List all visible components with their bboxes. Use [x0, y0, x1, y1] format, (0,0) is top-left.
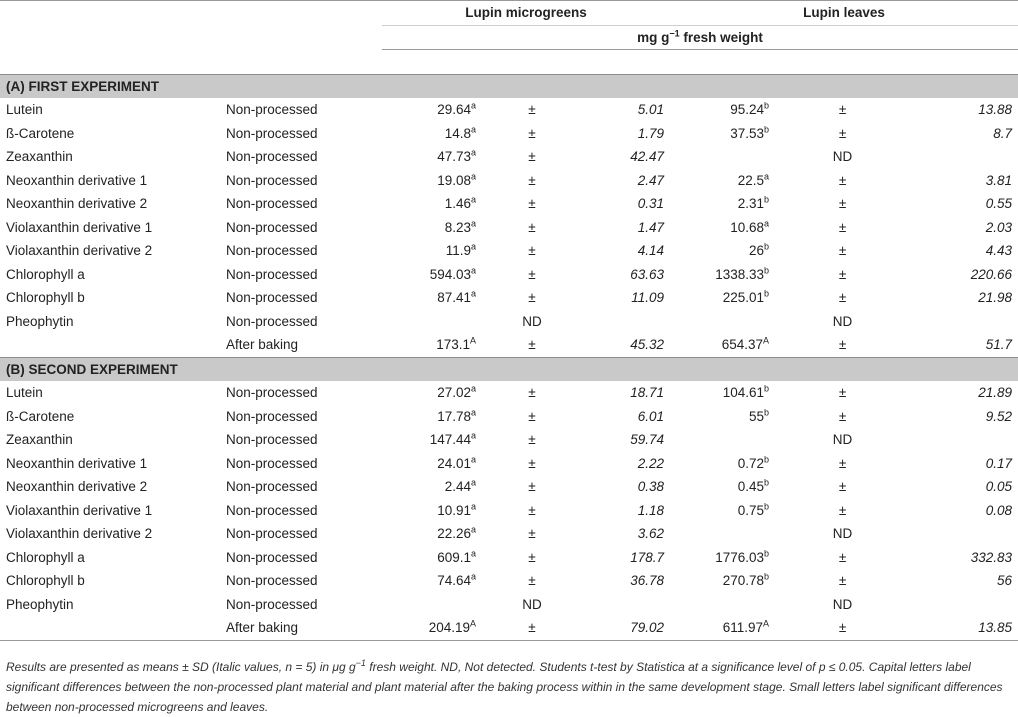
treatment: Non-processed: [226, 432, 318, 448]
microgreens-mean: 147.44$^a$: [429, 430, 476, 448]
leaves-mean: 55$^b$: [748, 407, 770, 424]
significance-letter: a: [470, 265, 476, 276]
significance-letter: b: [764, 241, 770, 252]
table-row: [0, 122, 1018, 146]
compound-name: Neoxanthin derivative 2: [6, 479, 148, 495]
leaves-sd: 4.43: [985, 243, 1013, 259]
plus-minus: ±: [528, 573, 536, 589]
treatment: Non-processed: [226, 408, 318, 424]
treatment: Non-processed: [226, 313, 318, 329]
table-row: [0, 499, 1018, 523]
microgreens-sd: 18.71: [630, 385, 665, 401]
compound-name: Chlorophyll a: [6, 266, 85, 282]
plus-minus: ±: [838, 455, 847, 471]
plus-minus: ±: [528, 502, 536, 518]
plus-minus: ±: [482, 616, 582, 640]
treatment: Non-processed: [226, 102, 318, 118]
plus-minus: ±: [528, 149, 536, 165]
header-lupin-leaves: Lupin leaves: [670, 1, 1018, 26]
microgreens-sd: 2.47: [637, 172, 665, 188]
section-header-row: [0, 74, 1018, 98]
treatment: After baking: [220, 616, 382, 640]
significance-letter: a: [470, 241, 476, 252]
plus-minus: ±: [838, 196, 847, 212]
compound-name: ß-Carotene: [6, 125, 75, 141]
plus-minus: ±: [528, 290, 536, 306]
leaves-not-detected: ND: [832, 313, 853, 329]
treatment: After baking: [226, 337, 299, 353]
significance-letter: A: [469, 618, 476, 629]
leaves-mean: 104.61$^b$: [722, 383, 770, 401]
column-group-header-row: [0, 1, 1018, 26]
leaves-sd: 0.08: [985, 502, 1013, 518]
microgreens-not-detected: ND: [522, 596, 542, 612]
leaves-mean: 1338.33$^b$: [715, 265, 770, 282]
leaves-not-detected: ND: [832, 596, 853, 612]
compound-name: Chlorophyll b: [6, 290, 85, 306]
significance-letter: a: [470, 288, 476, 299]
plus-minus: ±: [528, 385, 536, 401]
significance-letter: b: [764, 454, 770, 465]
compound-name: Pheophytin: [6, 596, 74, 612]
treatment: Non-processed: [226, 243, 318, 259]
microgreens-sd: 59.74: [630, 432, 665, 448]
compound-name: Chlorophyll a: [6, 549, 85, 565]
significance-letter: a: [764, 171, 770, 182]
significance-letter: A: [469, 335, 476, 346]
plus-minus: ±: [838, 290, 847, 306]
plus-minus: ±: [528, 125, 536, 141]
compound-name: Violaxanthin derivative 1: [6, 502, 153, 518]
leaves-sd: 21.98: [978, 290, 1013, 306]
treatment: Non-processed: [226, 573, 318, 589]
header-lupin-microgreens: Lupin microgreens: [382, 1, 670, 26]
leaves-sd: 8.7: [993, 125, 1013, 141]
microgreens-mean: 2.44$^a$: [444, 477, 476, 495]
section-title: (A) FIRST EXPERIMENT: [0, 74, 1018, 98]
plus-minus: ±: [528, 479, 536, 495]
leaves-sd: 13.88: [978, 102, 1013, 118]
compound-name: Lutein: [6, 102, 43, 118]
significance-letter: a: [470, 383, 476, 394]
treatment: Non-processed: [226, 549, 318, 565]
leaves-mean: 1776.03$^b$: [715, 548, 770, 565]
significance-letter: b: [764, 265, 770, 276]
compound-name: Violaxanthin derivative 1: [6, 219, 153, 235]
significance-letter: b: [764, 571, 770, 582]
microgreens-sd: 1.47: [637, 219, 665, 235]
microgreens-mean: 10.91$^a$: [437, 501, 476, 518]
plus-minus: ±: [528, 102, 536, 118]
microgreens-mean: 609.1$^a$: [437, 548, 476, 565]
section-header-row: [0, 357, 1018, 381]
leaves-sd: 332.83: [970, 549, 1013, 565]
plus-minus: ±: [838, 243, 847, 259]
table-row: [0, 405, 1018, 429]
leaves-mean: 95.24$^b$: [730, 100, 770, 118]
leaves-mean: 0.75$^b$: [737, 501, 770, 518]
leaves-not-detected: ND: [832, 432, 853, 448]
compound-name: Chlorophyll b: [6, 573, 85, 589]
treatment: Non-processed: [226, 149, 318, 165]
treatment: Non-processed: [226, 196, 318, 212]
leaves-not-detected: ND: [832, 526, 853, 542]
microgreens-mean: 14.8$^a$: [444, 124, 476, 141]
microgreens-mean: 24.01$^a$: [437, 454, 476, 471]
leaves-mean: $654.37^A$: [721, 335, 770, 353]
plus-minus: ±: [838, 266, 847, 282]
treatment: Non-processed: [226, 172, 318, 188]
compound-name: [0, 616, 220, 640]
leaves-sd: 51.7: [985, 337, 1013, 353]
significance-letter: a: [470, 454, 476, 465]
microgreens-sd: 42.47: [630, 149, 665, 165]
microgreens-mean: 1.46$^a$: [444, 194, 476, 212]
leaves-mean: $611.97^A$: [670, 616, 775, 640]
plus-minus: ±: [838, 102, 847, 118]
plus-minus: ±: [838, 125, 847, 141]
leaves-sd: 0.05: [985, 479, 1013, 495]
microgreens-mean: 27.02$^a$: [437, 383, 476, 401]
microgreens-mean: $204.19^A$: [382, 616, 482, 640]
significance-letter: A: [763, 335, 770, 346]
plus-minus: ±: [775, 616, 910, 640]
microgreens-sd: 1.18: [637, 502, 665, 518]
table-row: [0, 145, 1018, 169]
microgreens-sd: 36.78: [630, 573, 665, 589]
compound-name: Neoxanthin derivative 1: [6, 455, 148, 471]
microgreens-mean: 11.9$^a$: [445, 241, 476, 259]
significance-letter: a: [470, 430, 476, 441]
table-row: [0, 169, 1018, 193]
significance-letter: b: [764, 407, 770, 418]
table-row: [0, 263, 1018, 287]
plus-minus: ±: [838, 219, 847, 235]
compound-name: Zeaxanthin: [6, 149, 73, 165]
significance-letter: a: [470, 124, 476, 135]
treatment: Non-processed: [226, 290, 318, 306]
leaves-sd: 0.17: [985, 455, 1013, 471]
microgreens-sd: 45.32: [630, 337, 665, 353]
significance-letter: a: [470, 524, 476, 535]
table-footnote: Results are presented as means ± SD (Italic values, n = 5) in μg $g^{-1}$ fresh weight. ND, Not detected. Students t-test by Statistica at a significance level of p ≤ 0.05. Capital letters label significant differences between the non-processed plant material and plant material after the baking process within in the same development stage. Small letters label significant differences between non-processed microgreens and leaves.: [6, 658, 1003, 714]
leaves-mean: 0.72$^b$: [737, 454, 770, 471]
leaves-sd: 13.85: [910, 616, 1018, 640]
leaves-mean: 26$^b$: [748, 241, 770, 259]
microgreens-sd: 6.01: [637, 408, 665, 424]
table-row: [0, 522, 1018, 546]
plus-minus: ±: [838, 337, 847, 353]
microgreens-mean: 19.08$^a$: [437, 171, 476, 188]
plus-minus: ±: [528, 432, 536, 448]
microgreens-mean: 594.03$^a$: [429, 265, 476, 282]
table-row: [0, 381, 1018, 405]
compound-name: Neoxanthin derivative 2: [6, 196, 148, 212]
leaves-mean: 37.53$^b$: [730, 124, 770, 141]
table-row: [0, 286, 1018, 310]
leaves-mean: 270.78$^b$: [722, 571, 770, 589]
leaves-sd: 3.81: [985, 172, 1013, 188]
compound-name: Neoxanthin derivative 1: [6, 172, 148, 188]
significance-letter: b: [764, 288, 770, 299]
treatment: Non-processed: [226, 502, 318, 518]
microgreens-sd: 3.62: [637, 526, 665, 542]
microgreens-sd: 2.22: [637, 455, 665, 471]
table-row: [0, 216, 1018, 240]
significance-letter: a: [764, 218, 770, 229]
microgreens-mean: 47.73$^a$: [437, 147, 476, 165]
significance-letter: a: [470, 477, 476, 488]
significance-letter: a: [470, 407, 476, 418]
leaves-mean: 22.5$^a$: [737, 171, 770, 188]
leaves-sd: 2.03: [985, 219, 1013, 235]
treatment: Non-processed: [226, 219, 318, 235]
plus-minus: ±: [528, 526, 536, 542]
leaves-mean: 10.68$^a$: [730, 218, 770, 235]
significance-letter: b: [764, 194, 770, 205]
plus-minus: ±: [528, 243, 536, 259]
leaves-not-detected: ND: [832, 149, 853, 165]
microgreens-sd: 0.38: [637, 479, 665, 495]
leaves-sd: 0.55: [985, 196, 1013, 212]
table-row: [0, 428, 1018, 452]
compound-name: Violaxanthin derivative 2: [6, 243, 153, 259]
microgreens-sd: 1.79: [637, 125, 665, 141]
compound-name: Violaxanthin derivative 2: [6, 526, 153, 542]
plus-minus: ±: [838, 479, 847, 495]
significance-letter: a: [470, 171, 476, 182]
microgreens-mean: 29.64$^a$: [437, 100, 476, 118]
table-row: [0, 475, 1018, 499]
plus-minus: ±: [838, 502, 847, 518]
leaves-mean: 225.01$^b$: [722, 288, 770, 306]
significance-letter: b: [764, 548, 770, 559]
table-row: [0, 452, 1018, 476]
compound-name: Lutein: [6, 385, 43, 401]
microgreens-sd: 11.09: [631, 290, 665, 306]
plus-minus: ±: [528, 196, 536, 212]
unit-label: mg $g^{-1}$ fresh weight: [382, 25, 1018, 50]
microgreens-sd: 79.02: [582, 616, 670, 640]
table-row: [0, 98, 1018, 122]
microgreens-mean: 74.64$^a$: [437, 571, 476, 589]
microgreens-mean: 17.78$^a$: [437, 407, 476, 424]
significance-letter: a: [470, 548, 476, 559]
table-row: [0, 192, 1018, 216]
treatment: Non-processed: [226, 125, 318, 141]
treatment: Non-processed: [226, 526, 318, 542]
plus-minus: ±: [838, 172, 847, 188]
table-row: [0, 310, 1018, 334]
significance-letter: A: [763, 618, 770, 629]
microgreens-sd: 4.14: [637, 243, 665, 259]
significance-letter: b: [764, 501, 770, 512]
leaves-sd: 56: [997, 573, 1013, 589]
treatment: Non-processed: [226, 596, 318, 612]
leaves-mean: 0.45$^b$: [737, 477, 770, 495]
significance-letter: a: [470, 147, 476, 158]
leaves-sd: 21.89: [978, 385, 1013, 401]
plus-minus: ±: [838, 408, 847, 424]
compound-name: Zeaxanthin: [6, 432, 73, 448]
table-row: [0, 593, 1018, 617]
significance-letter: a: [470, 194, 476, 205]
table-row: [0, 569, 1018, 593]
section-title: (B) SECOND EXPERIMENT: [0, 357, 1018, 381]
leaves-mean: 2.31$^b$: [737, 194, 770, 212]
treatment: Non-processed: [226, 479, 318, 495]
microgreens-sd: 5.01: [637, 102, 665, 118]
significance-letter: a: [470, 218, 476, 229]
significance-letter: a: [470, 501, 476, 512]
leaves-sd: 220.66: [970, 266, 1013, 282]
leaves-sd: 9.52: [985, 408, 1013, 424]
microgreens-mean: 8.23$^a$: [444, 218, 476, 235]
significance-letter: b: [764, 383, 770, 394]
plus-minus: ±: [528, 337, 536, 353]
table-row: [0, 333, 1018, 357]
treatment: Non-processed: [226, 385, 318, 401]
microgreens-sd: 63.63: [630, 266, 665, 282]
microgreens-mean: 87.41$^a$: [437, 288, 476, 306]
compound-name: Pheophytin: [6, 313, 74, 329]
significance-letter: a: [470, 571, 476, 582]
microgreens-sd: 0.31: [637, 196, 665, 212]
microgreens-not-detected: ND: [522, 313, 542, 329]
significance-letter: b: [764, 124, 770, 135]
significance-letter: b: [764, 100, 770, 111]
table-row: [0, 239, 1018, 263]
treatment: Non-processed: [226, 266, 318, 282]
significance-letter: b: [764, 477, 770, 488]
plus-minus: ±: [838, 549, 847, 565]
compound-name: [0, 333, 220, 357]
plus-minus: ±: [528, 408, 536, 424]
microgreens-mean: 22.26$^a$: [437, 524, 476, 542]
table-row: [0, 546, 1018, 570]
table-row: [0, 616, 1018, 640]
plus-minus: ±: [528, 455, 536, 471]
treatment: Non-processed: [226, 455, 318, 471]
plus-minus: ±: [528, 266, 536, 282]
compound-name: ß-Carotene: [6, 408, 75, 424]
significance-letter: a: [470, 100, 476, 111]
plus-minus: ±: [528, 172, 536, 188]
plus-minus: ±: [528, 219, 536, 235]
plus-minus: ±: [838, 573, 847, 589]
plus-minus: ±: [528, 549, 536, 565]
unit-header-row: [0, 25, 1018, 50]
plus-minus: ±: [838, 385, 847, 401]
microgreens-mean: $173.1^A$: [436, 335, 476, 353]
microgreens-sd: 178.7: [630, 549, 665, 565]
